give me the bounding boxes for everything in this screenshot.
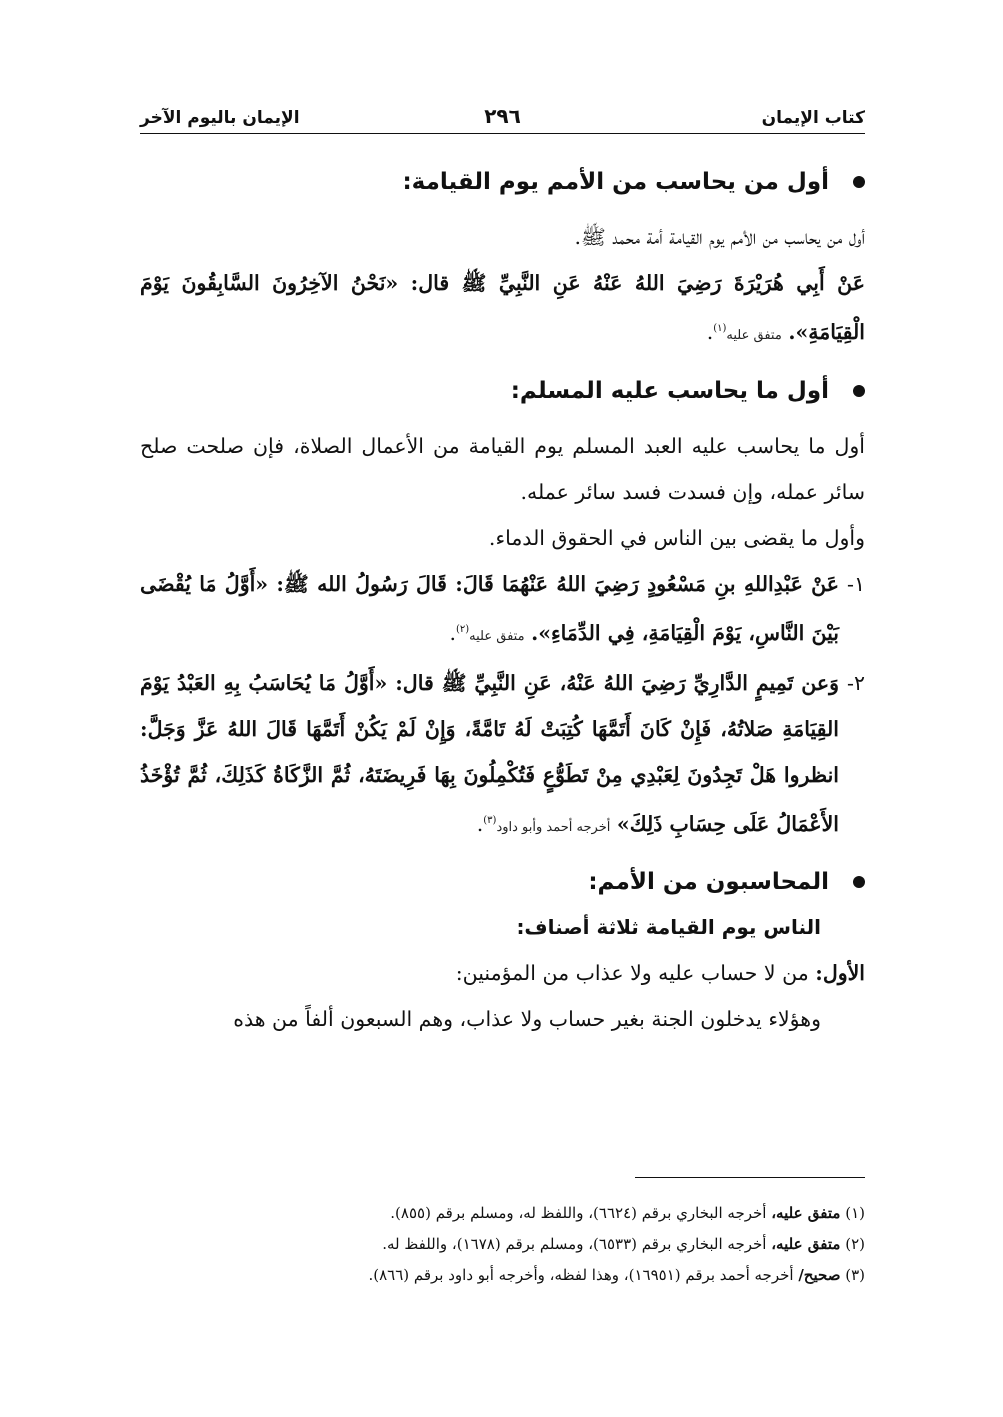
item-text-wrap: وَعن تَمِيمٍ الدَّارِيِّ رَضِيَ اللهُ عَنْهُ، عَنِ النَّبِيِّ ﷺ قال: «أَوَّلُ مَا يُحَاسَبُ بِهِ العَبْدُ يَوْمَ القِيَامَةِ صَلاتُهُ، فَإِنْ كَانَ أَتَمَّهَا كُتِبَتْ لَهُ تَامَّةً، وَإِنْ لَمْ يَكُنْ أَتَمَّهَا قَالَ اللهُ عَزَّ وَجَلَّ: انظروا هَلْ تَجِدُونَ لِعَبْدِي مِنْ تَطَوُّعٍ فَتُكْمِلُونَ بِهَا فَرِيضَتَهُ، ثُمَّ الزَّكَاةُ كَذَلِكَ، ثُمَّ تُؤْخَذُ الأَعْمَالُ عَلَى حِسَابِ ذَلِكَ» أخرجه أحمد وأبو داود$^{(٣)}$. — [140, 670, 839, 836]
paragraph: وهؤلاء يدخلون الجنة بغير حساب ولا عذاب، وهم السبعون ألفاً من هذه — [233, 1007, 821, 1032]
footnote-number: (٣) — [845, 1266, 865, 1284]
paragraph: أول من يحاسب من الأمم يوم القيامة أمة محمد ﷺ. — [574, 225, 865, 249]
book-title: كتاب الإيمان — [761, 108, 865, 128]
footnote-number: (١) — [845, 1204, 865, 1222]
item-number: ١- — [847, 571, 865, 596]
paragraph: وأول ما يقضى بين الناس في الحقوق الدماء. — [488, 525, 865, 550]
hadith-source: أخرجه أحمد وأبو داود — [496, 819, 611, 835]
bullet-icon — [853, 876, 865, 888]
footnote-rule — [635, 1177, 865, 1178]
footnote-label: صحيح/ — [798, 1266, 841, 1284]
item-number: ٢- — [847, 670, 865, 695]
item-text-wrap: عَنْ عَبْدِاللهِ بنِ مَسْعُودٍ رَضِيَ اللهُ عَنْهُمَا قَالَ: قَالَ رَسُولُ الله ﷺ: «أَوَّلُ مَا يُقْضَى بَيْنَ النَّاسِ، يَوْمَ الْقِيَامَةِ، فِي الدِّمَاءِ». متفق عليه$^{(٢)}$. — [140, 571, 839, 645]
footnote-ref: (٢) — [455, 623, 470, 635]
paragraph — [140, 950, 865, 996]
footnote — [140, 1260, 865, 1291]
section-heading — [140, 160, 865, 204]
category-label: الأول: — [815, 961, 865, 986]
header-rule — [140, 133, 865, 134]
footnote-text: أخرجه أحمد برقم (١٦٩٥١)، وهذا لفظه، وأخرجه أبو داود برقم (٨٦٦). — [368, 1266, 794, 1284]
section-heading-text: المحاسبون من الأمم: — [588, 869, 829, 896]
subheading: الناس يوم القيامة ثلاثة أصناف: — [516, 915, 821, 940]
section-heading — [140, 369, 865, 413]
footnote-ref: (١) — [713, 323, 727, 334]
footnote — [140, 1229, 865, 1260]
hadith-item — [140, 561, 865, 660]
bullet-icon — [853, 385, 865, 397]
page-body — [140, 160, 865, 1042]
footnote-number: (٢) — [845, 1235, 865, 1253]
footnote-label: متفق عليه، — [771, 1235, 841, 1253]
footnote-ref: (٣) — [483, 814, 497, 826]
footnote-text: أخرجه البخاري برقم (٦٦٢٤)، واللفظ له، ومسلم برقم (٨٥٥). — [390, 1204, 767, 1222]
hadith-source: متفق عليه — [469, 628, 525, 644]
hadith-paragraph: عَنْ أَبِي هُرَيْرَةَ رَضِيَ اللهُ عَنْهُ عَنِ النَّبِيِّ ﷺ قال: «نَحْنُ الآخِرُونَ السَّابِقُونَ يَوْمَ الْقِيَامَةِ». متفق عليه$^{(١)}$. — [140, 271, 865, 344]
hadith-item — [140, 660, 865, 851]
hadith-text: وَعن تَمِيمٍ الدَّارِيِّ رَضِيَ اللهُ عَنْهُ، عَنِ النَّبِيِّ ﷺ قال: «أَوَّلُ مَا يُحَاسَبُ بِهِ العَبْدُ يَوْمَ القِيَامَةِ صَلاتُهُ، فَإِنْ كَانَ أَتَمَّهَا كُتِبَتْ لَهُ تَامَّةً، وَإِنْ لَمْ يَكُنْ أَتَمَّهَا قَالَ اللهُ عَزَّ وَجَلَّ: انظروا هَلْ تَجِدُونَ لِعَبْدِي مِنْ تَطَوُّعٍ فَتُكْمِلُونَ بِهَا فَرِيضَتَهُ، ثُمَّ الزَّكَاةُ كَذَلِكَ، ثُمَّ تُؤْخَذُ الأَعْمَالُ عَلَى حِسَابِ ذَلِكَ» — [140, 670, 839, 836]
hadith-source: متفق عليه — [726, 327, 782, 343]
running-header — [140, 100, 865, 134]
hadith-text: عَنْ أَبِي هُرَيْرَةَ رَضِيَ اللهُ عَنْهُ عَنِ النَّبِيِّ ﷺ قال: «نَحْنُ الآخِرُونَ السَّابِقُونَ يَوْمَ الْقِيَامَةِ». — [140, 271, 865, 344]
footnote-text: أخرجه البخاري برقم (٦٥٣٣)، ومسلم برقم (١٦٧٨)، واللفظ له. — [382, 1235, 767, 1253]
section-heading-text: أول من يحاسب من الأمم يوم القيامة: — [402, 169, 829, 195]
section-heading-text: أول ما يحاسب عليه المسلم: — [510, 377, 829, 404]
footnote-label: متفق عليه، — [771, 1204, 841, 1222]
bullet-icon — [853, 176, 865, 188]
category-text: من لا حساب عليه ولا عذاب من المؤمنين: — [455, 961, 809, 986]
page-number: ٢٩٦ — [484, 104, 521, 128]
hadith-text: عَنْ عَبْدِاللهِ بنِ مَسْعُودٍ رَضِيَ اللهُ عَنْهُمَا قَالَ: قَالَ رَسُولُ الله ﷺ: «أَوَّلُ مَا يُقْضَى بَيْنَ النَّاسِ، يَوْمَ الْقِيَامَةِ، فِي الدِّمَاءِ». — [140, 571, 839, 645]
section-heading — [140, 860, 865, 904]
footnotes — [140, 1198, 865, 1291]
paragraph: أول ما يحاسب عليه العبد المسلم يوم القيامة من الأعمال الصلاة، فإن صلحت صلح سائر عمله، وإن فسدت فسد سائر عمله. — [140, 433, 865, 504]
footnote — [140, 1198, 865, 1229]
chapter-title: الإيمان باليوم الآخر — [140, 108, 300, 128]
